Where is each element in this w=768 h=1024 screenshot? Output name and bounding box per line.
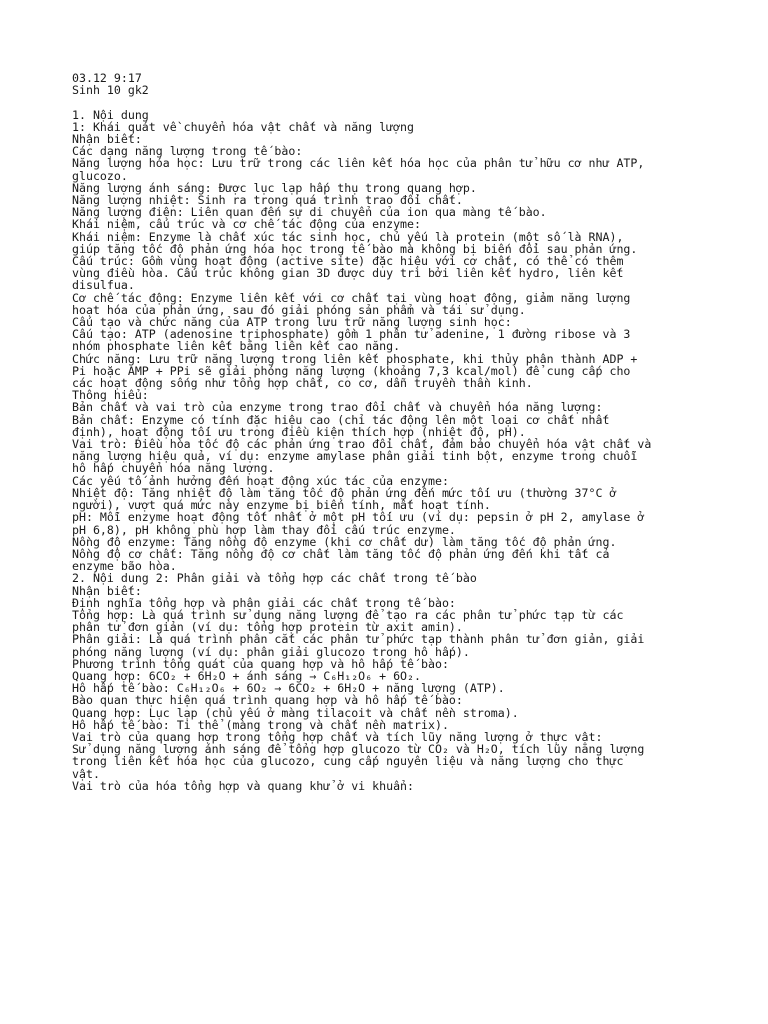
document-body — [72, 109, 712, 792]
text-line: pH: Mỗi enzyme hoạt động tốt nhất ở một pH tối ưu (ví dụ: pepsin ở pH 2, amylase ở — [72, 510, 645, 525]
timestamp: 03.12 9:17 — [72, 71, 142, 85]
text-line: Thông hiểu: — [72, 388, 149, 403]
text-line: Pi hoặc AMP + PPi sẽ giải phóng năng lượng (khoảng 7,3 kcal/mol) để cung cấp cho — [72, 363, 631, 378]
text-line: người), vượt quá mức này enzyme bị biến tính, mất hoạt tính. — [72, 498, 491, 513]
text-line: Vai trò của quang hợp trong tổng hợp chất và tích lũy năng lượng ở thực vật: — [72, 729, 603, 744]
text-line: pH 6,8), pH không phù hợp làm thay đổi cấu trúc enzyme. — [72, 522, 456, 537]
text-line: Nhiệt độ: Tăng nhiệt độ làm tăng tốc độ phản ứng đến mức tối ưu (thường 37°C ở — [72, 485, 617, 500]
text-line: disulfua. — [72, 278, 135, 293]
text-line: vật. — [72, 766, 100, 781]
text-line: 1: Khái quát về chuyển hóa vật chất và năng lượng — [72, 119, 415, 134]
text-line: glucozo. — [72, 168, 128, 183]
text-line: hoạt hóa của phản ứng, sau đó giải phóng sản phẩm và tái sử dụng. — [72, 302, 526, 317]
text-line: 1. Nội dung — [72, 107, 149, 122]
blank-line — [72, 96, 712, 108]
text-line: Quang hợp: Lục lạp (chủ yếu ở màng tilacoit và chất nền stroma). — [72, 705, 519, 720]
text-line: Phân giải: Là quá trình phân cắt các phân tử phức tạp thành phân tử đơn giản, giải — [72, 632, 645, 647]
text-line: Bào quan thực hiện quá trình quang hợp và hô hấp tế bào: — [72, 693, 463, 708]
text-line: Khái niệm: Enzyme là chất xúc tác sinh học, chủ yếu là protein (một số là RNA), — [72, 229, 624, 244]
text-line: vùng điều hòa. Cấu trúc không gian 3D được duy trì bởi liên kết hydro, liên kết — [72, 266, 624, 281]
text-line: Cấu trúc: Gồm vùng hoạt động (active site) đặc hiệu với cơ chất, có thể có thêm — [72, 254, 624, 269]
text-line: Cơ chế tác động: Enzyme liên kết với cơ chất tại vùng hoạt động, giảm năng lượng — [72, 290, 631, 305]
text-line: trong liên kết hóa học của glucozo, cung cấp nguyên liệu và năng lượng cho thực — [72, 754, 624, 769]
text-line: phân tử đơn giản (ví dụ: tổng hợp protein từ axit amin). — [72, 620, 463, 635]
text-line: Quang hợp: 6CO₂ + 6H₂O + ánh sáng → C₆H₁₂O₆ + 6O₂. — [72, 668, 422, 683]
text-line: Hô hấp tế bào: Ti thể (màng trong và chất nền matrix). — [72, 717, 449, 732]
text-line: Năng lượng nhiệt: Sinh ra trong quá trình trao đổi chất. — [72, 193, 463, 208]
text-line: Cấu tạo và chức năng của ATP trong lưu trữ năng lượng sinh học: — [72, 315, 512, 330]
text-line: Khái niệm, cấu trúc và cơ chế tác động của enzyme: — [72, 217, 422, 232]
text-line: Năng lượng ánh sáng: Được lục lạp hấp thụ trong quang hợp. — [72, 180, 477, 195]
text-line: hô hấp chuyển hóa năng lượng. — [72, 461, 275, 476]
text-line: Nồng độ cơ chất: Tăng nồng độ cơ chất làm tăng tốc độ phản ứng đến khi tất cả — [72, 546, 610, 561]
text-line: Hô hấp tế bào: C₆H₁₂O₆ + 6O₂ → 6CO₂ + 6H₂O + năng lượng (ATP). — [72, 681, 505, 696]
text-line: enzyme bão hòa. — [72, 559, 177, 574]
text-line: Sử dụng năng lượng ánh sáng để tổng hợp glucozo từ CO₂ và H₂O, tích lũy năng lượng — [72, 742, 645, 757]
text-line: Các dạng năng lượng trong tế bào: — [72, 144, 303, 159]
text-line: Phương trình tổng quát của quang hợp và hô hấp tế bào: — [72, 656, 449, 671]
text-line: Bản chất và vai trò của enzyme trong trao đổi chất và chuyển hóa năng lượng: — [72, 400, 603, 415]
text-line: Nồng độ enzyme: Tăng nồng độ enzyme (khi cơ chất dư) làm tăng tốc độ phản ứng. — [72, 534, 617, 549]
text-line: Nhận biết: — [72, 132, 142, 146]
text-line: Chức năng: Lưu trữ năng lượng trong liên kết phosphate, khi thủy phân thành ADP + — [72, 351, 638, 366]
document-title: Sinh 10 gk2 — [72, 83, 149, 98]
text-line: năng lượng hiệu quả, ví dụ: enzyme amylase phân giải tinh bột, enzyme trong chuỗi — [72, 449, 638, 464]
text-line: phóng năng lượng (ví dụ: phân giải glucozo trong hô hấp). — [72, 644, 470, 659]
text-line: Năng lượng hóa học: Lưu trữ trong các liên kết hóa học của phân tử hữu cơ như ATP, — [72, 156, 645, 171]
text-line: Nhận biết: — [72, 583, 142, 598]
text-line: Cấu tạo: ATP (adenosine triphosphate) gồm 1 phân tử adenine, 1 đường ribose và 3 — [72, 327, 631, 342]
text-line: Tổng hợp: Là quá trình sử dụng năng lượng để tạo ra các phân tử phức tạp từ các — [72, 607, 624, 622]
text-line: định), hoạt động tối ưu trong điều kiện thích hợp (nhiệt độ, pH). — [72, 424, 526, 439]
text-line: Các yếu tố ảnh hưởng đến hoạt động xúc tác của enzyme: — [72, 473, 449, 488]
text-line: nhóm phosphate liên kết bằng liên kết cao năng. — [72, 339, 401, 354]
text-line: Vai trò: Điều hòa tốc độ các phản ứng trao đổi chất, đảm bảo chuyển hóa vật chất và — [72, 437, 652, 452]
text-line: 2. Nội dung 2: Phân giải và tổng hợp các chất trong tế bào — [72, 571, 477, 586]
document-page — [72, 72, 712, 792]
text-line: các hoạt động sống như tổng hợp chất, co cơ, dẫn truyền thần kinh. — [72, 376, 533, 391]
text-line: Bản chất: Enzyme có tính đặc hiệu cao (chỉ tác động lên một loại cơ chất nhất — [72, 412, 610, 427]
text-line: Định nghĩa tổng hợp và phân giải các chất trong tế bào: — [72, 595, 456, 610]
text-line: Năng lượng điện: Liên quan đến sự di chuyển của ion qua màng tế bào. — [72, 205, 547, 220]
text-line: giúp tăng tốc độ phản ứng hóa học trong tế bào mà không bị biến đổi sau phản ứng. — [72, 241, 638, 256]
text-line: Vai trò của hóa tổng hợp và quang khử ở vi khuẩn: — [72, 778, 415, 793]
